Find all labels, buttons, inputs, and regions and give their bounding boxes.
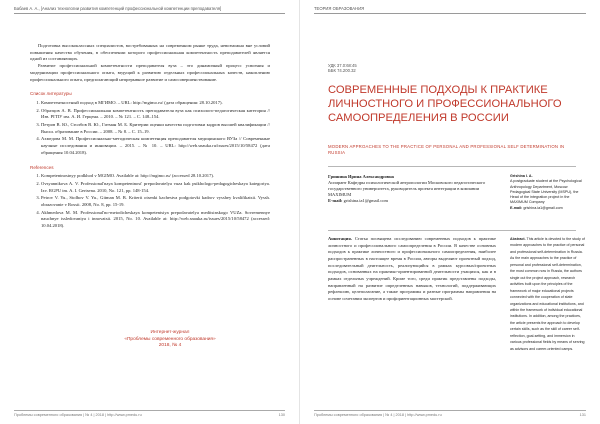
author-block-en [510,174,586,211]
abstract-label: Аннотация. [328,236,352,241]
reference-item: 2. Образцов А. В. Профессиональная компетентность преподавателя вуза как психолого-педагогическая категория // Изв. РГПУ им. А. И. Герцена. – 2010. – № 121. – С. 148–154. [41,108,270,121]
udk-code: УДК 37.0:68:45 [328,63,357,68]
author-affiliation: Аспирант Кафедры психологической антропологии Московского педагогического государственного университета, руководитель проекта интеграции в компании MAXIMUM [328,180,486,198]
abstract-text: Статья посвящена исследованию современных подходов к практике личностного и профессионального самоопределения в России. В качестве основных подходов к практике личностного и профессионального самоопределения, наиболее распространенных в настоящее время в России, авторы выделяют проектный подход, последовательный деятельность, реализующийся в рамках курсовых/проектных подходов, основанных на практико-ориентированной деятельности учащихся, как и в рамках отдельных учреждений. Кроме того, среди практик представлены подходы, направленный на развитие определенных навыков, технологий, поддерживающих рефлексию, целеполагание, а также программы и разные программы направления на основе сочетании экспертов и профориентационных мастерской. [328,236,496,301]
references-en-heading: References [30,164,54,170]
email-label: E-mail: [510,205,523,210]
author-affiliation: A postgraduate student at the Psychological Anthropology Department, Moscow Pedagogical State University (MSPU), the Head of the integration project in the MAXIMUM Company [510,179,582,205]
left-running-footer [14,410,285,417]
journal-line: 2018, № 4 [158,343,182,348]
author-name: Гришина Ирина Александровна [328,174,394,179]
bbk-code: ББК 74.200.32 [328,68,356,74]
footer-journal-info: Проблемы современного образования | № 4 | 2018 | http://www.pmedu.ru [314,413,442,417]
author-email[interactable]: grishina.ia1@gmail.com [523,205,563,210]
abstract-en [510,236,586,352]
reference-item: 4. Ахмедова М. М. Профессионально-методическая компетенция преподавателя медицинского ВУЗа // Современные научные исследования и инновации. – 2015. – № 10. – URL: http://web.snauka.ru/issues/2015/10/58472 (дата обращения 10.04.2018). [41,136,270,156]
author-email[interactable]: grishina.ia1@gmail.com [343,198,389,204]
abstract-text: This article is devoted to the study of modern approaches to the practice of personal and professional self-determination in Russia. As the main approaches to the practice of personal and professional self-determination, the most common now in Russia, the authors single out the project approach, research activities built upon the principles of the framework of major educational projects connected with the cooperation of state organizations and educational institutions, and within the framework of individual educational institutions. In addition, among the practices, the article presents the approach to develop certain skills, such as the skill of career self-reflection, goal-setting, and immersion in various professional fields by means of serving as advisors and career-oriented camps. [510,237,585,351]
abstract-label: Abstract. [510,237,526,241]
right-page [300,0,600,424]
journal-line: Интернет-журнал [150,330,190,335]
body-paragraph: Развитие профессиональной компетентности преподавателя вуза – это динамичный процесс усвоения и модернизации профессионального опыта, ведущий к развитию отдельных профессиональных качеств, накоплению профессионального опыта, предполагающий непрерывное развитие и самосовершенствование. [30,63,270,82]
author-block-ru [328,174,496,204]
author-name: Grishina I. A. [510,174,533,178]
right-running-header: ТЕОРИЯ ОБРАЗОВАНИЯ [314,6,586,14]
reference-item: 1. Kompetentnostnyy podkhod v MGIMO. Available at: http://mgimo.ru/ (accessed 28.10.2017). [41,173,270,180]
reference-item: 2. Ovsyannikova A. V. Professional'naya kompetentnost' prepodavatelya vuza kak psikhologo-pedagogicheskaya kategoriya. Izv. RGPU im. A. I. Gertsena. 2010, No. 121, pp. 148-154. [41,181,270,194]
left-body [30,43,270,231]
abstract-ru [328,236,496,303]
divider [328,166,576,167]
email-label: E-mail: [328,198,343,204]
left-running-header: Бабаев А. А., [Анализ технологии развития компетенций профессиональной компетенции преподавателя] [14,6,285,14]
article-title: СОВРЕМЕННЫЕ ПОДХОДЫ К ПРАКТИКЕ ЛИЧНОСТНОГО И ПРОФЕССИОНАЛЬНОГО САМООПРЕДЕЛЕНИЯ В РОССИИ [328,84,562,124]
reference-item: 3. Петров В. Ю., Столбов В. Ю., Гитман М. Б. Критерии оценки качества подготовки кадров высшей квалификации // Высш. образование в России. – 2008. – № 8. – С. 15–19. [41,122,270,135]
references-ru-heading: Список литературы [30,91,72,97]
journal-imprint [100,330,240,350]
right-running-footer [314,410,586,417]
reference-item: 4. Akhmedova M. M. Professional'no-metodicheskaya kompetentsiya prepodavatelya meditsinskogo VUZa. Sovremennye nauchnye issledovaniya i innovatsii. 2015, No. 10. Available at: http://web.snauka.ru/issues/2015/10/58472 (accessed: 10.04.2018). [41,210,270,230]
footer-journal-info: Проблемы современного образования | № 4 | 2018 | http://www.pmedu.ru [14,413,142,417]
body-paragraph: Подготовка высококлассных специалистов, востребованных на современном рынке труда, невозможна вне условий повышения качества обучения, в обеспечении которого профессиональная компетентность преподавателей является одной из составляющих. [30,43,270,62]
article-title-en: MODERN APPROACHES TO THE PRACTICE OF PERSONAL AND PROFESSIONAL SELF DETERMINATION IN RUSSIA [328,144,565,155]
page-number: 130 [278,413,285,417]
reference-item: 1. Компетентностный подход в МГИМО. – URL: http://mgimo.ru/ (дата обращения: 28.10.2017). [41,100,270,107]
classification-codes [328,63,357,74]
reference-item: 3. Petrov V. Yu., Stolbov V. Yu., Gitman M. B. Kriterii otsenki kachestva podgotovki kadrov vysshey kvalifikatsii. Vyssh. obrazovanie v Rossii. 2008, No. 8, pp. 15-19. [41,195,270,208]
journal-line: «Проблемы современного образования» [124,336,216,342]
references-en-list [30,173,270,230]
page-number: 131 [579,413,586,417]
divider [328,230,576,231]
references-ru-list [30,100,270,157]
